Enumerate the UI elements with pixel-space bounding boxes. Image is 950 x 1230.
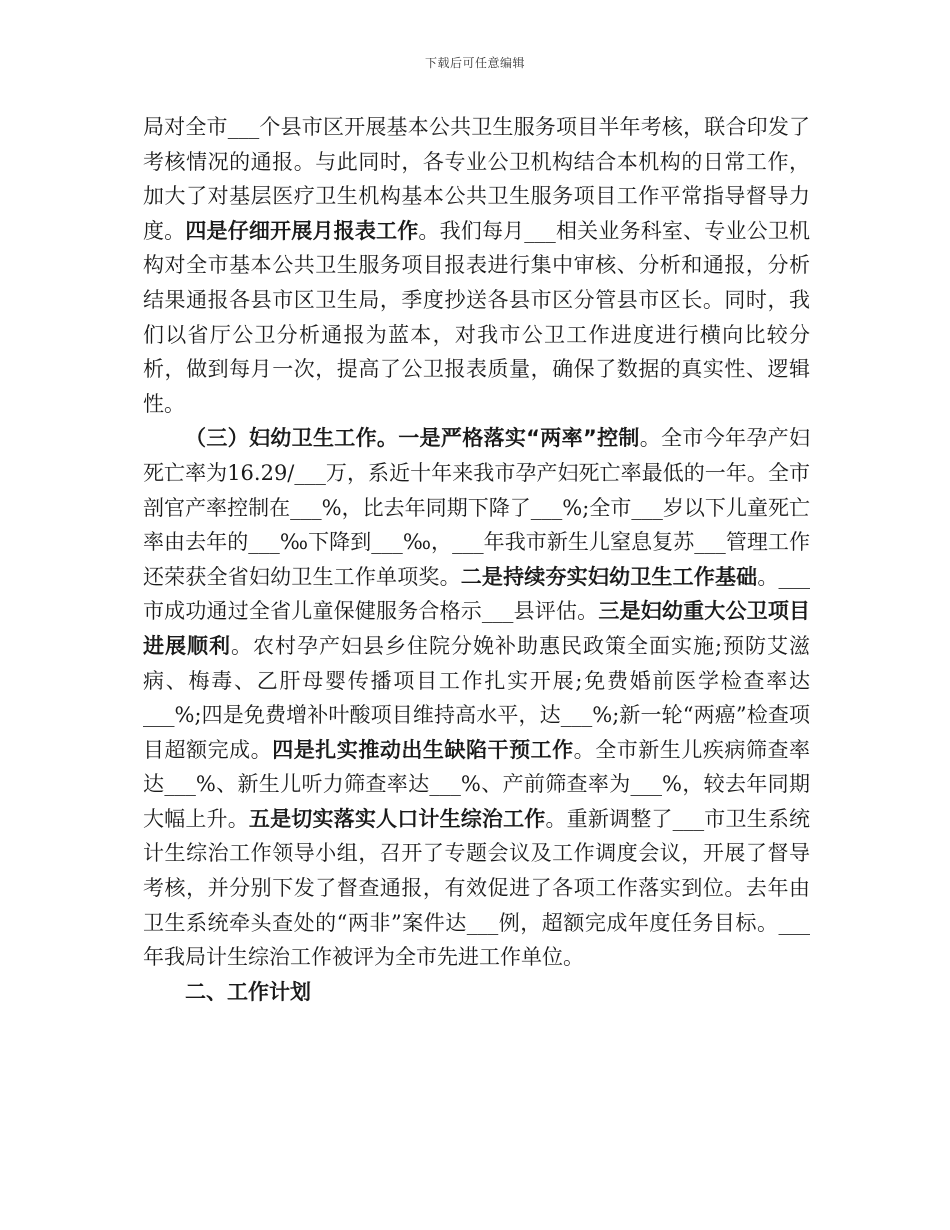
paragraph-maternal-child-health	[143, 421, 810, 975]
bold-heading-major-projects: 三是妇幼重大公卫项目进展顺利	[143, 599, 811, 658]
bold-heading-two-rates: （三）妇幼卫生工作。一是严格落实“两率”控制	[185, 426, 640, 451]
paragraph-text: 。重新调整了___市卫生系统计生综治工作领导小组，召开了专题会议及工作调度会议，开展了督导考核，并分别下发了督查通报，有效促进了各项工作落实到位。去年由卫生系统牵头查处的“两非”案件达___例，超额完成年度任务目标。___年我局计生综治工作被评为全市先进工作单位。	[143, 806, 811, 970]
paragraph-text: 。___市成功通过全省儿童保健服务合格示___县评估。	[143, 564, 811, 624]
paragraph-text: 。我们每月___相关业务科室、专业公卫机构对全市基本公共卫生服务项目报表进行集中审核、分析和通报，分析结果通报各县市区卫生局，季度抄送各县市区分管县市区长。同时，我们以省厅公卫分析通报为蓝本，对我市公卫工作进度进行横向比较分析，做到每月一次，提高了公卫报表质量，确保了数据的真实性、逻辑性。	[143, 218, 811, 416]
bold-heading-family-planning: 五是切实落实人口计生综治工作	[248, 806, 546, 831]
page-header-note: 下载后可任意编辑	[424, 56, 525, 70]
paragraph-text: 局对全市___个县市区开展基本公共卫生服务项目半年考核，联合印发了考核情况的通报。与此同时，各专业公卫机构结合本机构的日常工作，加大了对基层医疗卫生机构基本公共卫生服务项目工作平常指导督导力度。	[143, 115, 810, 243]
section-heading-work-plan: 二、工作计划	[185, 979, 311, 1004]
paragraph-public-health-assessment	[143, 110, 810, 421]
paragraph-text: 。农村孕产妇县乡住院分娩补助惠民政策全面实施;预防艾滋病、梅毒、乙肝母婴传播项目工作扎实开展;免费婚前医学检查率达___%;四是免费增补叶酸项目维持高水平，达___%;新一轮“两癌”检查项目超额完成。	[143, 633, 811, 762]
bold-heading-birth-defect-intervention: 四是扎实推动出生缺陷干预工作	[272, 737, 574, 762]
paragraph-text: 。全市新生儿疾病筛查率达___%、新生儿听力筛查率达___%、产前筛查率为___%，较去年同期大幅上升。	[143, 737, 811, 831]
document-body	[143, 110, 810, 1009]
bold-heading-consolidate-foundation: 二是持续夯实妇幼卫生工作基础	[460, 564, 758, 589]
paragraph-text: 。全市今年孕产妇死亡率为16.29/___万，系近十年来我市孕产妇死亡率最低的一年。全市剖官产率控制在___%，比去年同期下降了___%;全市___岁以下儿童死亡率由去年的___‰下降到___‰，___年我市新生儿窒息复苏___管理工作还荣获全省妇幼卫生工作单项奖。	[143, 426, 811, 589]
bold-heading-monthly-report: 四是仔细开展月报表工作	[185, 218, 419, 243]
